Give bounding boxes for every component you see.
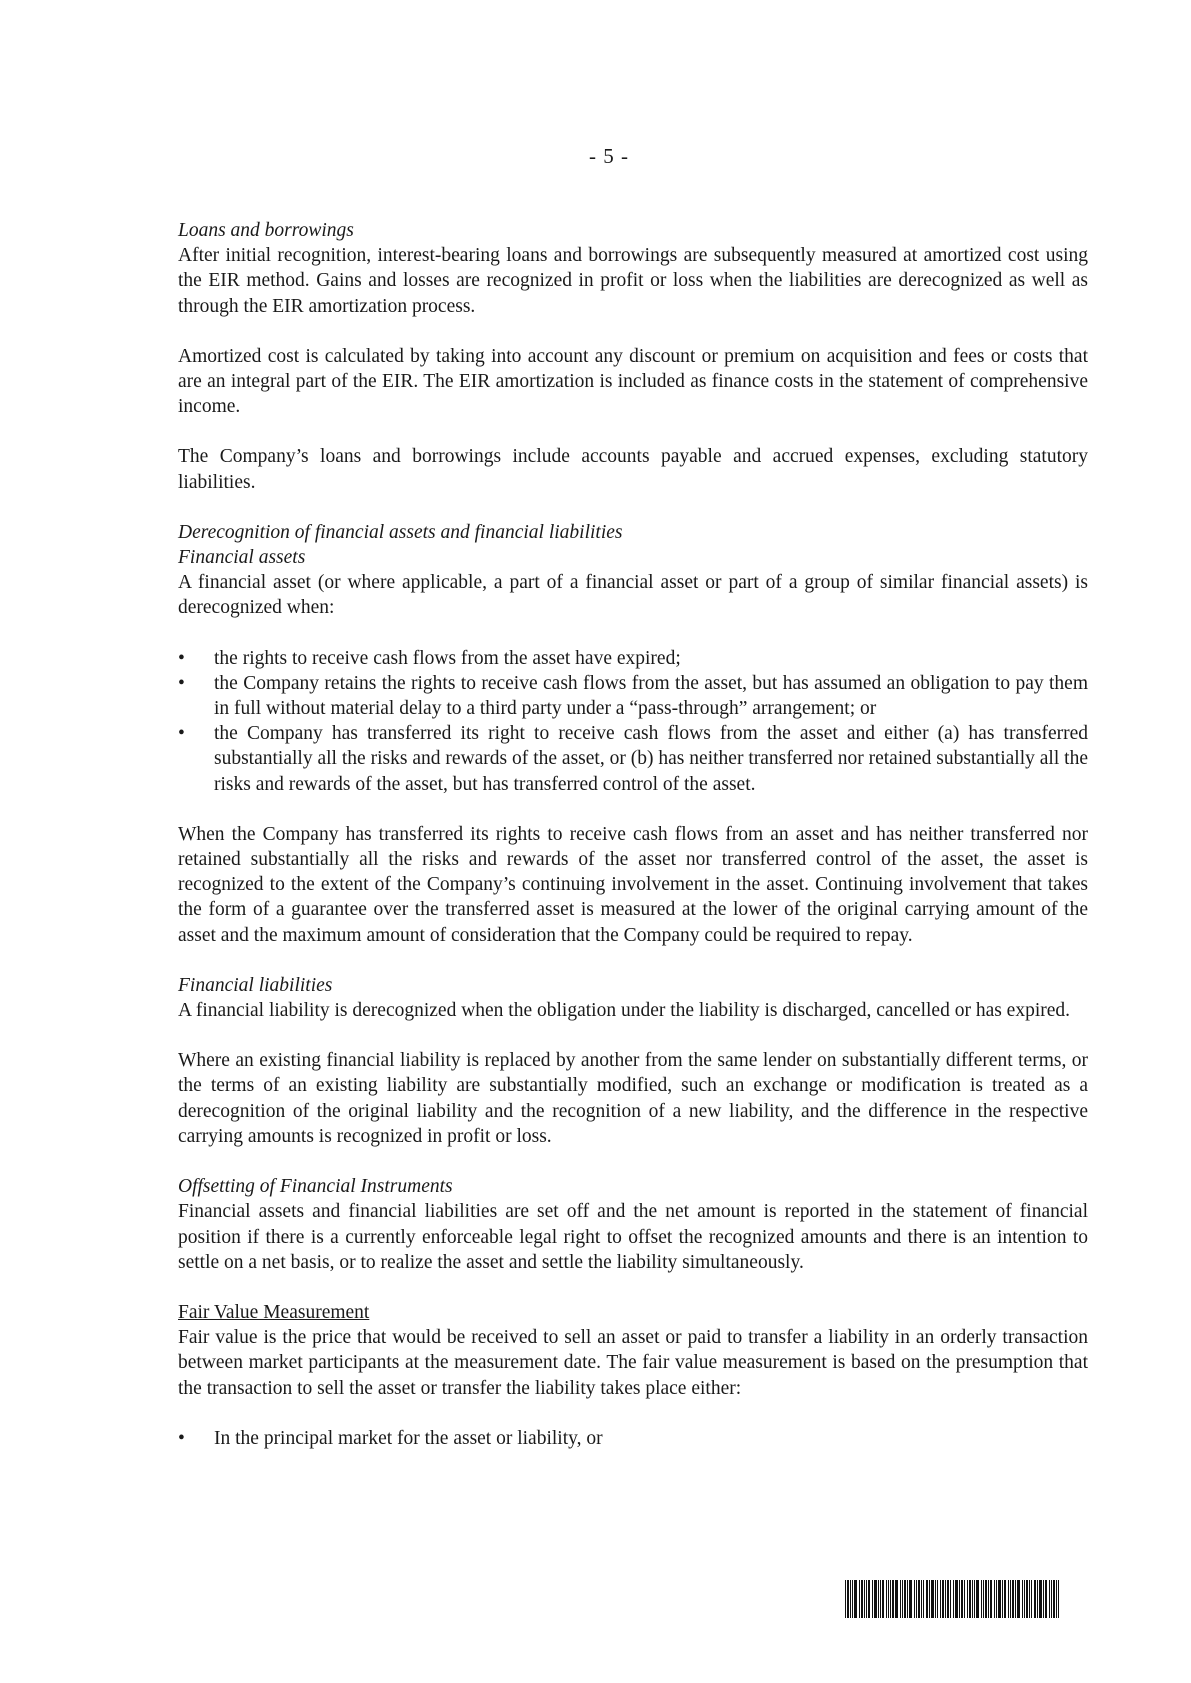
barcode-bar bbox=[868, 1580, 870, 1618]
barcode-bar bbox=[994, 1580, 995, 1618]
barcode-bar bbox=[895, 1580, 898, 1618]
barcode-bar bbox=[937, 1580, 938, 1618]
loans-section bbox=[178, 218, 1088, 319]
barcode-bar bbox=[1026, 1580, 1028, 1618]
barcode-bar bbox=[1017, 1580, 1020, 1618]
offsetting-paragraph: Financial assets and financial liabilities are set off and the net amount is reported in the statement of financial position if there is a currently enforceable legal right to offset the recognized amounts and there is an intention to settle on a net basis, or to realize the asset and settle the liability simultaneously. bbox=[178, 1201, 1088, 1273]
barcode-bar bbox=[921, 1580, 922, 1618]
barcode-bar bbox=[874, 1580, 877, 1618]
barcode-bar bbox=[1051, 1580, 1052, 1618]
bullet-icon: • bbox=[178, 672, 185, 694]
barcode-bar bbox=[967, 1580, 968, 1618]
barcode-bar bbox=[955, 1580, 958, 1618]
list-item bbox=[178, 721, 1088, 797]
barcode-bar bbox=[931, 1580, 934, 1618]
list-item bbox=[178, 646, 1088, 671]
barcode-bar bbox=[1002, 1580, 1003, 1618]
barcode-bar bbox=[988, 1580, 989, 1618]
barcode-bar bbox=[859, 1580, 860, 1618]
financial-assets-subheading: Financial assets bbox=[178, 547, 306, 569]
barcode-bar bbox=[850, 1580, 851, 1618]
barcode-bar bbox=[907, 1580, 908, 1618]
barcode-bar bbox=[1058, 1580, 1059, 1618]
continuing-involvement-paragraph: When the Company has transferred its rights to receive cash flows from an asset and has neither transferred nor retained substantially all the risks and rewards of the asset nor transferred control of the asset, the asset is recognized to the extent of the Company’s continuing involvement in the asset. Continuing involvement that takes the form of a guarantee over the transferred asset is measured at the lower of the original carrying amount of the asset and the maximum amount of consideration that the Company could be required to repay. bbox=[178, 823, 1088, 946]
barcode-bar bbox=[953, 1580, 954, 1618]
page-number: - 5 - bbox=[589, 144, 629, 168]
bullet-icon: • bbox=[178, 647, 185, 669]
barcode-bar bbox=[1031, 1580, 1032, 1618]
financial-liabilities-heading: Financial liabilities bbox=[178, 974, 333, 996]
barcode-bar bbox=[1037, 1580, 1038, 1618]
barcode-bar bbox=[998, 1580, 1001, 1618]
barcode-bar bbox=[1015, 1580, 1016, 1618]
barcode-bar bbox=[880, 1580, 881, 1618]
derecognition-intro: A financial asset (or where applicable, a part of a financial asset or part of a group of similar financial assets) is derecognized when: bbox=[178, 572, 1088, 619]
barcode-bar bbox=[1039, 1580, 1042, 1618]
barcode-bar bbox=[929, 1580, 930, 1618]
barcode-bar bbox=[945, 1580, 946, 1618]
barcode-bar bbox=[890, 1580, 891, 1618]
barcode bbox=[845, 1580, 1085, 1618]
barcode-bar bbox=[985, 1580, 987, 1618]
barcode-bar bbox=[1010, 1580, 1011, 1618]
barcode-bar bbox=[886, 1580, 887, 1618]
barcode-bar bbox=[872, 1580, 873, 1618]
barcode-bar bbox=[902, 1580, 903, 1618]
barcode-bar bbox=[974, 1580, 975, 1618]
offsetting-section bbox=[178, 1174, 1088, 1275]
barcode-bar bbox=[909, 1580, 912, 1618]
derecognition-section bbox=[178, 520, 1088, 621]
barcode-bar bbox=[916, 1580, 917, 1618]
barcode-bar bbox=[935, 1580, 936, 1618]
barcode-bar bbox=[990, 1580, 992, 1618]
list-item bbox=[178, 1426, 1088, 1451]
barcode-bar bbox=[976, 1580, 979, 1618]
barcode-bar bbox=[892, 1580, 894, 1618]
barcode-bar bbox=[969, 1580, 971, 1618]
list-item bbox=[178, 671, 1088, 721]
bullet-icon: • bbox=[178, 723, 185, 745]
barcode-bar bbox=[964, 1580, 965, 1618]
barcode-bar bbox=[878, 1580, 879, 1618]
bullet-icon: • bbox=[178, 1427, 185, 1449]
barcode-bar bbox=[1053, 1580, 1055, 1618]
barcode-bar bbox=[882, 1580, 884, 1618]
barcode-bar bbox=[942, 1580, 944, 1618]
bullet-text: the Company retains the rights to receive cash flows from the asset, but has assumed an obligation to pay them in full without material delay to a third party under a “pass-through” arrangement; or bbox=[214, 672, 1088, 720]
barcode-bar bbox=[914, 1580, 915, 1618]
barcode-bar bbox=[926, 1580, 928, 1618]
derecognition-heading: Derecognition of financial assets and financial liabilities bbox=[178, 521, 623, 543]
barcode-bar bbox=[996, 1580, 997, 1618]
barcode-bar bbox=[972, 1580, 973, 1618]
barcode-bar bbox=[950, 1580, 951, 1618]
barcode-bar bbox=[1029, 1580, 1030, 1618]
derecognition-bullet-list bbox=[178, 646, 1088, 797]
barcode-bar bbox=[918, 1580, 920, 1618]
barcode-bar bbox=[1045, 1580, 1047, 1618]
liabilities-paragraph-1: A financial liability is derecognized when the obligation under the liability is discharged, cancelled or has expired. bbox=[178, 1000, 1071, 1022]
barcode-bar bbox=[1008, 1580, 1009, 1618]
barcode-bar bbox=[854, 1580, 857, 1618]
document-body bbox=[178, 218, 1088, 1476]
barcode-bar bbox=[1012, 1580, 1014, 1618]
barcode-bar bbox=[904, 1580, 906, 1618]
barcode-bar bbox=[900, 1580, 901, 1618]
loans-paragraph-3: The Company’s loans and borrowings include accounts payable and accrued expenses, excluding statutory liabilities. bbox=[178, 446, 1088, 493]
fair-value-section bbox=[178, 1300, 1088, 1401]
loans-heading: Loans and borrowings bbox=[178, 220, 354, 241]
barcode-bar bbox=[1034, 1580, 1036, 1618]
loans-paragraph-2: Amortized cost is calculated by taking into account any discount or premium on acquisition and fees or costs that are an integral part of the EIR. The EIR amortization is included as finance costs in the statement of comprehensive income. bbox=[178, 345, 1088, 418]
barcode-bar bbox=[947, 1580, 949, 1618]
bullet-text: the rights to receive cash flows from the asset have expired; bbox=[214, 647, 681, 669]
fair-value-bullet-list bbox=[178, 1426, 1088, 1451]
barcode-bar bbox=[847, 1580, 849, 1618]
liabilities-paragraph-2: Where an existing financial liability is replaced by another from the same lender on substantially different terms, or the terms of an existing liability are substantially modified, such an exchange or modification is treated as a derecognition of the original liability and the recognition of a new liability, and the difference in the respective carrying amounts is recognized in profit or loss. bbox=[178, 1050, 1088, 1147]
barcode-bar bbox=[1056, 1580, 1057, 1618]
barcode-bar bbox=[861, 1580, 863, 1618]
fair-value-heading: Fair Value Measurement bbox=[178, 1301, 370, 1323]
barcode-bar bbox=[1043, 1580, 1044, 1618]
barcode-bar bbox=[852, 1580, 853, 1618]
barcode-bar bbox=[983, 1580, 984, 1618]
barcode-bar bbox=[940, 1580, 941, 1618]
fair-value-paragraph: Fair value is the price that would be received to sell an asset or paid to transfer a liability in an orderly transaction between market participants at the measurement date. The fair value measurement is based on the presumption that the transaction to sell the asset or transfer the liability takes place either: bbox=[178, 1327, 1088, 1399]
loans-paragraph-1: After initial recognition, interest-bearing loans and borrowings are subsequently measured at amortized cost using the EIR method. Gains and losses are recognized in profit or loss when the liabilities are derecognized as well as through the EIR amortization process. bbox=[178, 245, 1088, 317]
bullet-text: the Company has transferred its right to receive cash flows from the asset and either (a) has transferred substantially all the risks and rewards of the asset, or (b) has neither transferred nor retained substantially all the risks and rewards of the asset, but has transferred control of the asset. bbox=[214, 723, 1088, 795]
bullet-text: In the principal market for the asset or liability, or bbox=[214, 1427, 603, 1449]
offsetting-heading: Offsetting of Financial Instruments bbox=[178, 1176, 453, 1198]
barcode-bar bbox=[888, 1580, 889, 1618]
barcode-bar bbox=[1024, 1580, 1025, 1618]
barcode-bar bbox=[866, 1580, 867, 1618]
barcode-bar bbox=[1049, 1580, 1050, 1618]
barcode-bar bbox=[845, 1580, 846, 1618]
barcode-bar bbox=[1022, 1580, 1023, 1618]
liabilities-section bbox=[178, 973, 1088, 1023]
barcode-bar bbox=[961, 1580, 963, 1618]
barcode-bar bbox=[981, 1580, 982, 1618]
barcode-bar bbox=[1004, 1580, 1006, 1618]
barcode-bar bbox=[923, 1580, 924, 1618]
barcode-bar bbox=[864, 1580, 865, 1618]
barcode-bar bbox=[959, 1580, 960, 1618]
